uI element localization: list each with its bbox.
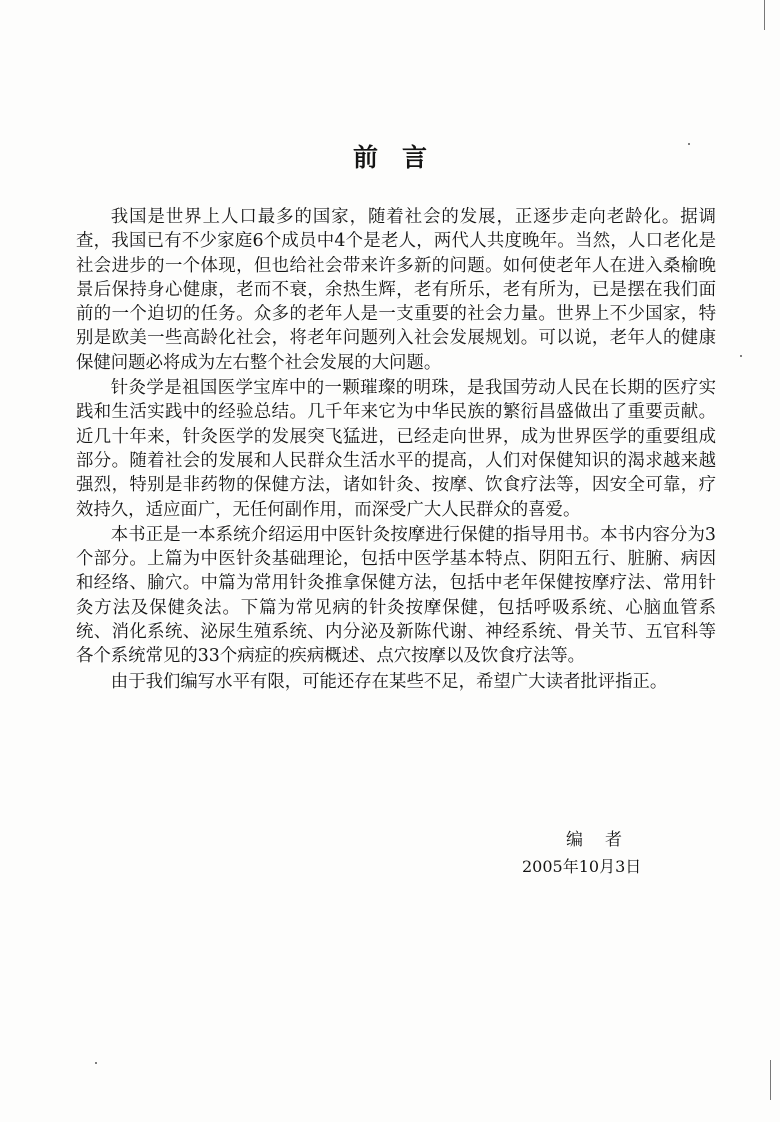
scan-speck xyxy=(740,355,742,357)
scan-edge-mark xyxy=(770,1060,771,1100)
paragraph-4: 由于我们编写水平有限，可能还存在某些不足，希望广大读者批评指正。 xyxy=(110,671,668,692)
preface-body xyxy=(76,205,716,695)
scan-speck xyxy=(688,143,690,145)
paragraph-1: 我国是世界上人口最多的国家，随着社会的发展，正逐步走向老龄化。据调查，我国已有不少家庭6个成员中4个是老人，两代人共度晚年。当然，人口老化是社会进步的一个体现，但也给社会带来许多新的问题。如何使老年人在进入桑榆晚景后保持身心健康，老而不衰，余热生辉，老有所乐，老有所为，已是摆在我们面前的一个迫切的任务。众多的老年人是一支重要的社会力量。世界上不少国家，特别是欧美一些高龄化社会，将老年问题列入社会发展规划。可以说，老年人的健康保健问题必将成为左右整个社会发展的大问题。 xyxy=(76,207,716,373)
page-title: 前言 xyxy=(352,143,451,172)
paragraph-2: 针灸学是祖国医学宝库中的一颗璀璨的明珠，是我国劳动人民在长期的医疗实践和生活实践中的经验总结。几千年来它为中华民族的繁衍昌盛做出了重要贡献。近几十年来，针灸医学的发展突飞猛进，已经走向世界，成为世界医学的重要组成部分。随着社会的发展和人民群众生活水平的提高，人们对保健知识的渴求越来越强烈，特别是非药物的保健方法，诸如针灸、按摩、饮食疗法等，因安全可靠，疗效持久，适应面广，无任何副作用，而深受广大人民群众的喜爱。 xyxy=(76,378,716,520)
paragraph-3: 本书正是一本系统介绍运用中医针灸按摩进行保健的指导用书。本书内容分为3个部分。上篇为中医针灸基础理论，包括中医学基本特点、阴阳五行、脏腑、病因和经络、腧穴。中篇为常用针灸推拿保健方法，包括中老年保健按摩疗法、常用针灸方法及保健灸法。下篇为常见病的针灸按摩保健，包括呼吸系统、心脑血管系统、消化系统、泌尿生殖系统、内分泌及新陈代谢、神经系统、骨关节、五官科等各个系统常见的33个病症的疾病概述、点穴按摩以及饮食疗法等。 xyxy=(76,524,716,667)
scan-speck xyxy=(95,1062,97,1064)
author-signature: 编者 xyxy=(566,830,644,850)
scan-edge-mark xyxy=(764,0,765,30)
publication-date: 2005年10月3日 xyxy=(522,857,642,876)
